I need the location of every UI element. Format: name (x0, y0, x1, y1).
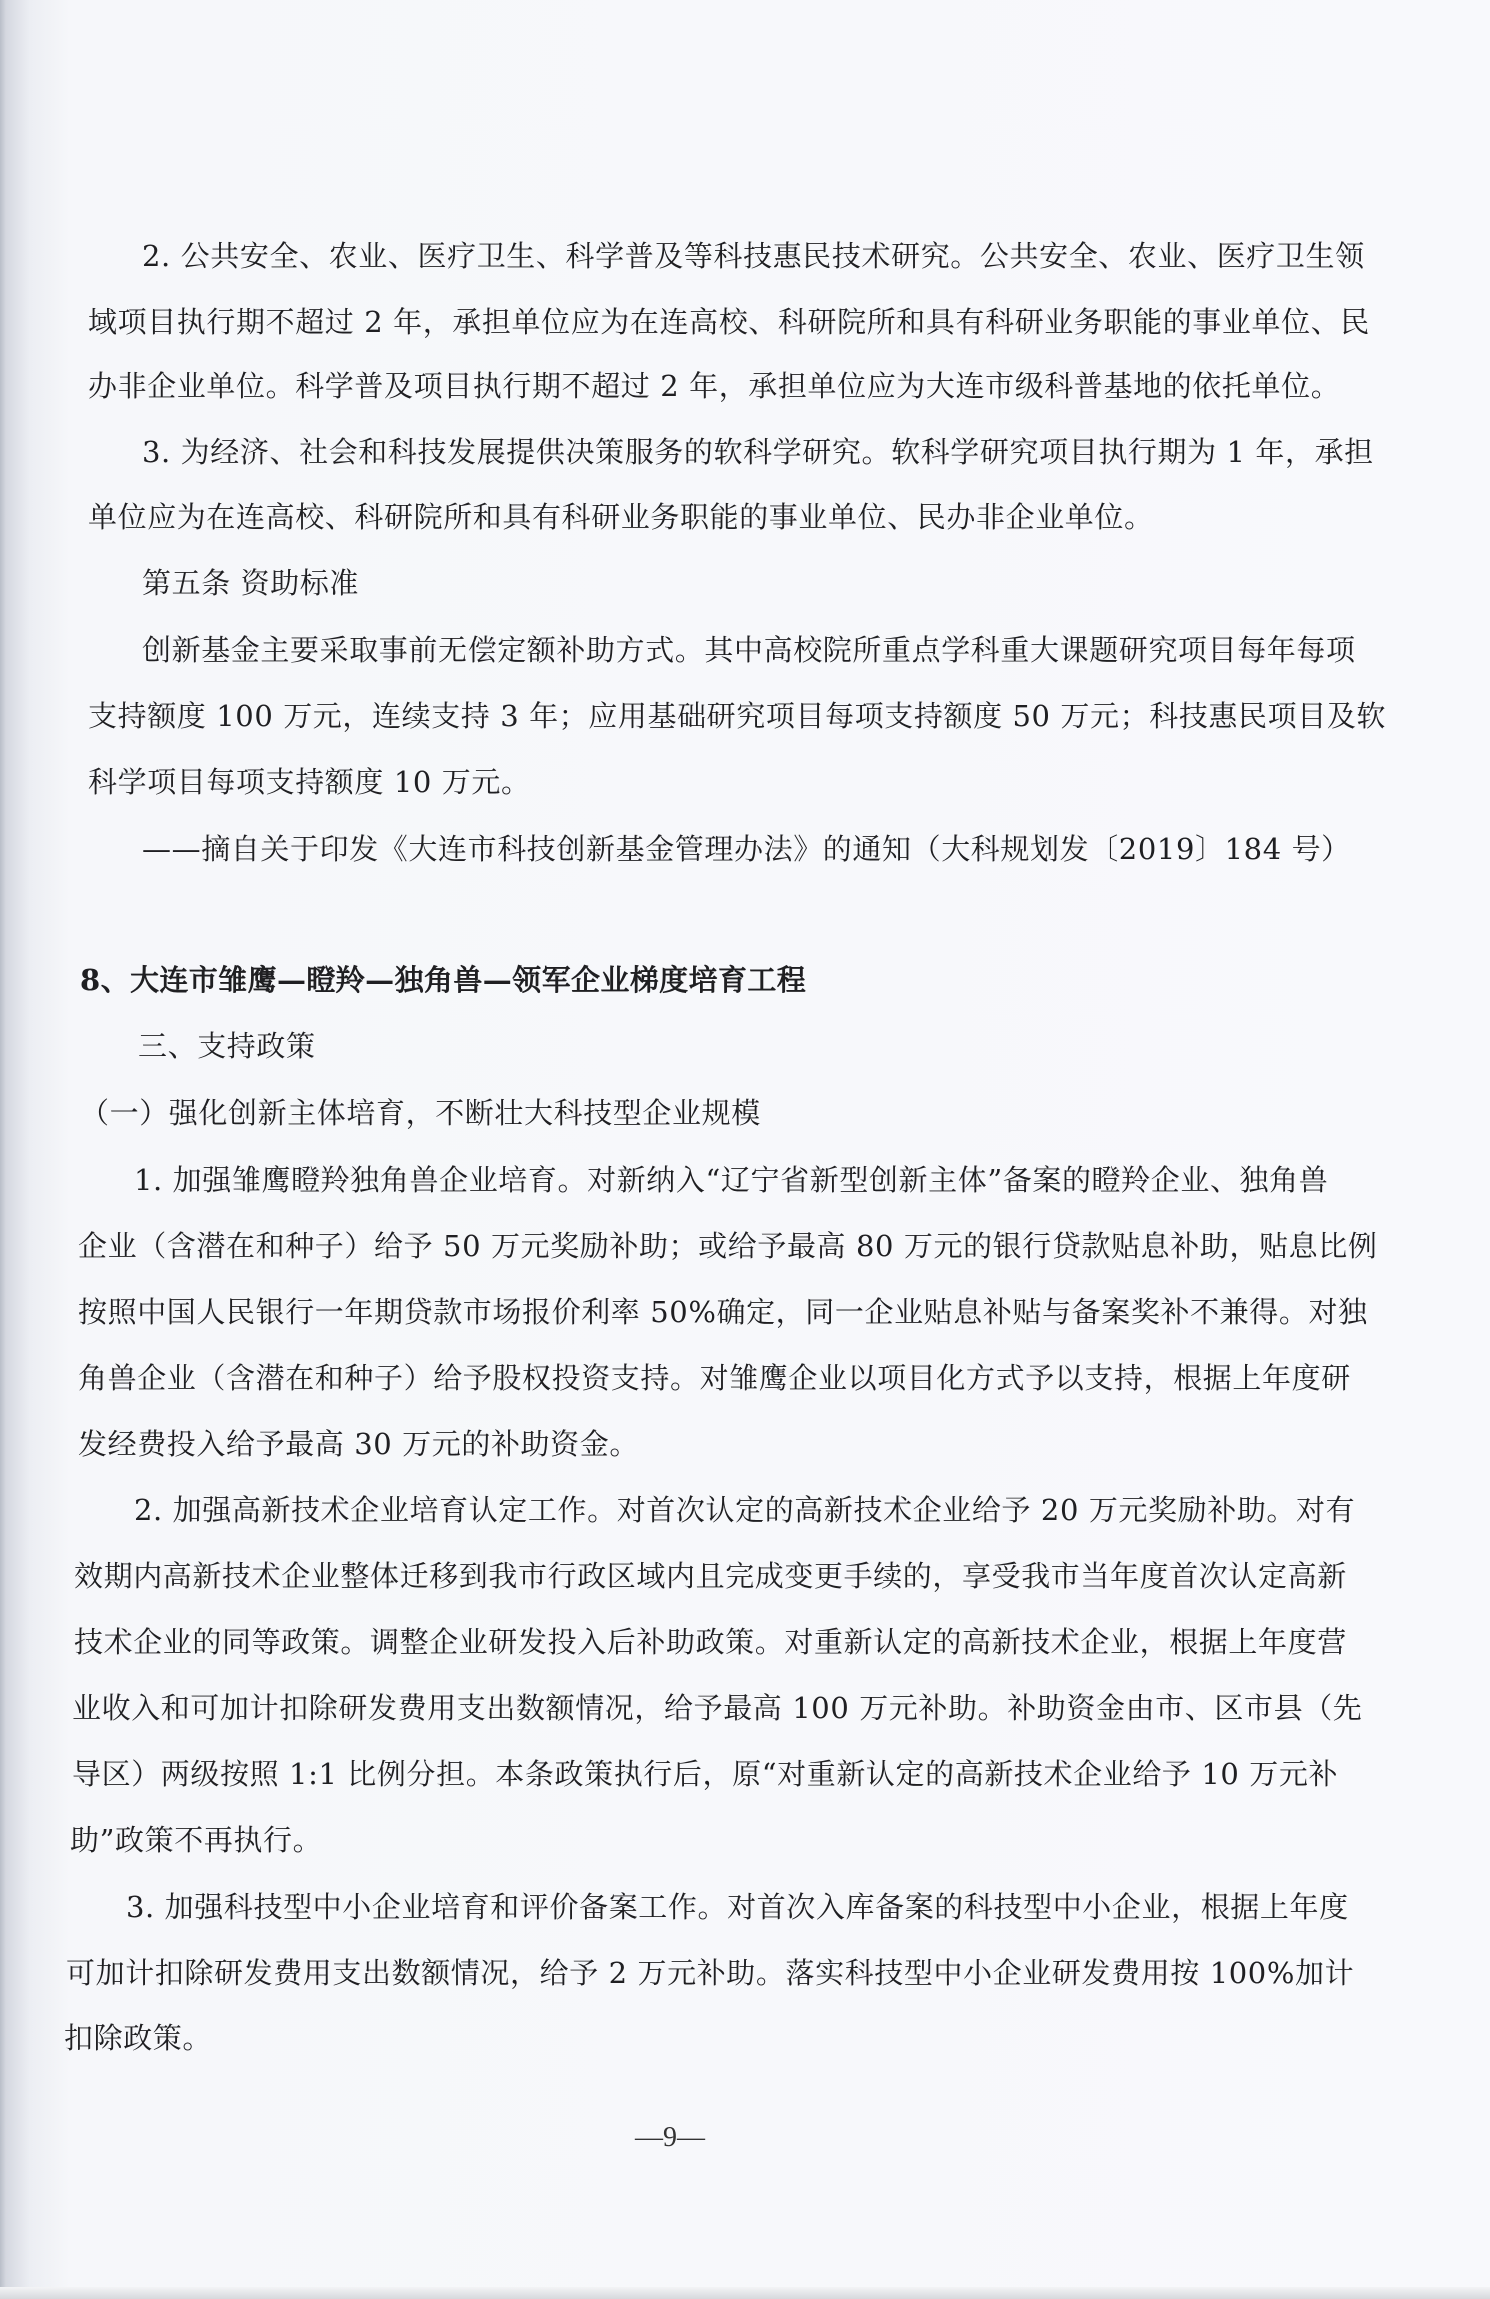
item-2-line-4: 业收入和可加计扣除研发费用支出数额情况，给予最高 100 万元补助。补助资金由市、区市县（先 (72, 1691, 1363, 1725)
item-2-line-6: 助”政策不再执行。 (70, 1823, 323, 1857)
paragraph-soft-science-line-1: 3. 为经济、社会和科技发展提供决策服务的软科学研究。软科学研究项目执行期为 1 年，承担 (142, 435, 1374, 469)
item-1-line-2: 企业（含潜在和种子）给予 50 万元奖励补助；或给予最高 80 万元的银行贷款贴息补助，贴息比例 (78, 1229, 1378, 1263)
support-policy-heading: 三、支持政策 (138, 1029, 316, 1063)
scan-bottom-edge (0, 2287, 1490, 2299)
item-3-line-2: 可加计扣除研发费用支出数额情况，给予 2 万元补助。落实科技型中小企业研发费用按 100%加计 (66, 1956, 1355, 1990)
paragraph-funding-line-3: 科学项目每项支持额度 10 万元。 (88, 765, 531, 799)
article-5-title: 第五条 资助标准 (142, 566, 360, 600)
paragraph-public-safety-line-2: 域项目执行期不超过 2 年，承担单位应为在连高校、科研院所和具有科研业务职能的事业单位、民 (88, 305, 1370, 339)
paragraph-funding-line-1: 创新基金主要采取事前无偿定额补助方式。其中高校院所重点学科重大课题研究项目每年每项 (142, 633, 1356, 667)
source-citation: ——摘自关于印发《大连市科技创新基金管理办法》的通知（大科规划发〔2019〕184 号） (142, 832, 1351, 866)
item-3-line-3: 扣除政策。 (64, 2021, 213, 2055)
item-2-line-1: 2. 加强高新技术企业培育认定工作。对首次认定的高新技术企业给予 20 万元奖励补助。对有 (134, 1493, 1356, 1527)
subsection-1-heading: （一）强化创新主体培育，不断壮大科技型企业规模 (80, 1096, 761, 1130)
paragraph-funding-line-2: 支持额度 100 万元，连续支持 3 年；应用基础研究项目每项支持额度 50 万元；科技惠民项目及软 (88, 699, 1387, 733)
item-1-line-5: 发经费投入给予最高 30 万元的补助资金。 (78, 1427, 639, 1461)
item-1-line-1: 1. 加强雏鹰瞪羚独角兽企业培育。对新纳入“辽宁省新型创新主体”备案的瞪羚企业、独角兽 (134, 1163, 1329, 1197)
item-1-line-4: 角兽企业（含潜在和种子）给予股权投资支持。对雏鹰企业以项目化方式予以支持，根据上年度研 (78, 1361, 1351, 1395)
item-2-line-5: 导区）两级按照 1:1 比例分担。本条政策执行后，原“对重新认定的高新技术企业给予 10 万元补 (72, 1757, 1339, 1791)
section-8-heading: 8、大连市雏鹰—瞪羚—独角兽—领军企业梯度培育工程 (80, 963, 807, 997)
item-2-line-3: 技术企业的同等政策。调整企业研发投入后补助政策。对重新认定的高新技术企业，根据上年度营 (74, 1625, 1347, 1659)
item-3-line-1: 3. 加强科技型中小企业培育和评价备案工作。对首次入库备案的科技型中小企业，根据上年度 (126, 1890, 1349, 1924)
paragraph-soft-science-line-2: 单位应为在连高校、科研院所和具有科研业务职能的事业单位、民办非企业单位。 (88, 500, 1154, 534)
page-number: —9— (635, 2122, 705, 2153)
paragraph-public-safety-line-1: 2. 公共安全、农业、医疗卫生、科学普及等科技惠民技术研究。公共安全、农业、医疗卫生领 (142, 239, 1365, 273)
paragraph-public-safety-line-3: 办非企业单位。科学普及项目执行期不超过 2 年，承担单位应为大连市级科普基地的依托单位。 (88, 369, 1341, 403)
item-1-line-3: 按照中国人民银行一年期贷款市场报价利率 50%确定，同一企业贴息补贴与备案奖补不兼得。对独 (78, 1295, 1368, 1329)
item-2-line-2: 效期内高新技术企业整体迁移到我市行政区域内且完成变更手续的，享受我市当年度首次认定高新 (74, 1559, 1347, 1593)
